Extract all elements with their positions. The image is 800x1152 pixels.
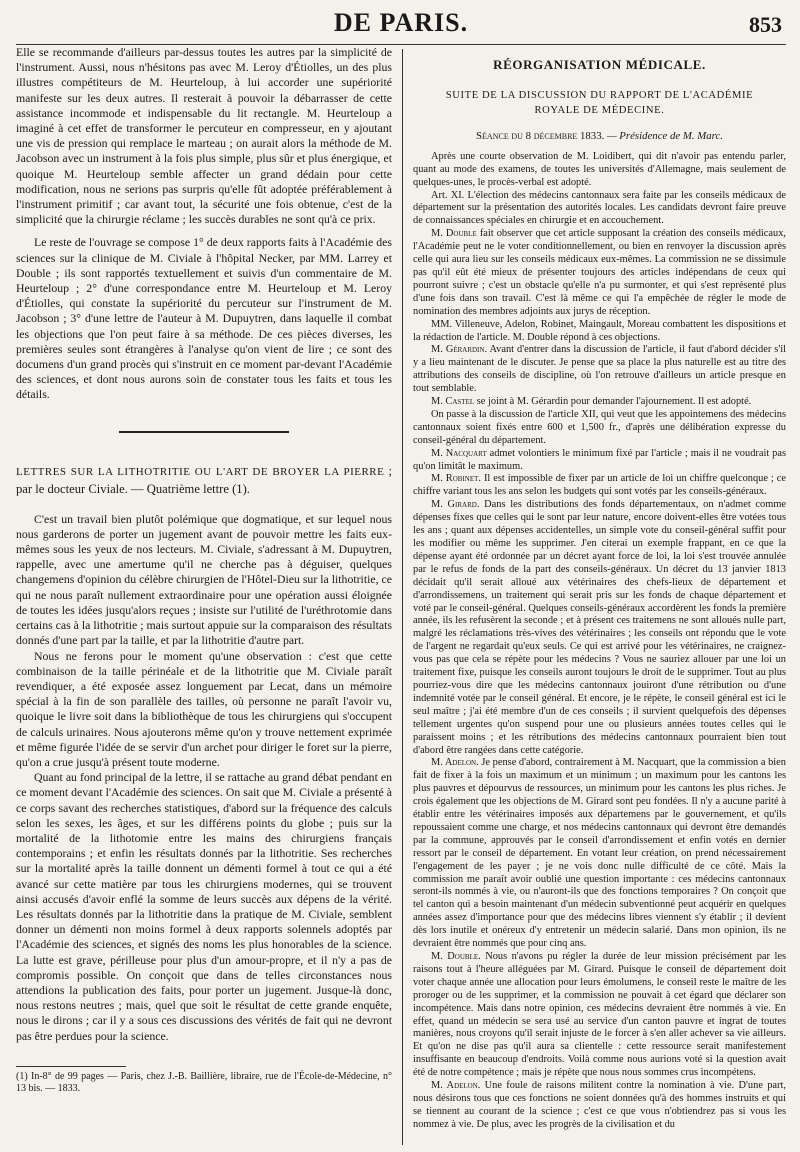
section-subtitle-line-2: ROYALE DE MÉDECINE.	[534, 104, 665, 116]
paragraph-text: Après une courte observation de M. Loidibert, qui dit n'avoir pas entendu parler, quant au mode des examens, de toutes les universités d'Allemagne, mais seulement de quelques-unes, le procès-verbal est adopté.	[413, 150, 786, 188]
right-paragraph	[413, 228, 786, 318]
paragraph-text: MM. Villeneuve, Adelon, Robinet, Maingault, Moreau combattent les dispositions et la rédaction de l'article. M. Double répond à ces objections.	[413, 318, 786, 343]
paragraph-text: se joint à M. Gérardin pour demander l'ajournement. Il est adopté.	[474, 396, 752, 408]
session-date: Séance du 8 décembre 1833.	[476, 129, 605, 142]
left-paragraph-2: Le reste de l'ouvrage se compose 1° de deux rapports faits à l'Académie des sciences sur la clinique de M. Civiale à l'hôpital Necker, par MM. Larrey et Double ; ils sont rapportés textuellement et suivis d'un commentaire de M. Heurteloup ; 2° d'une correspondance entre M. Heurteloup et M. Leroy d'Étiolles, qui constate la supériorité du percuteur sur l'instrument de M. Jacobson ; 3° d'une lettre de l'auteur à M. Dupuytren, dans laquelle il combat les objections que l'on peut faire à sa méthode. De ces pièces diverses, les premières seules sont étrangères à l'analyse qu'on vient de lire ; ce sont des documens d'un grand procès qui s'instruit en ce moment par-devant l'Académie des sciences, et dont nous aurons soin de constater tous les faits et tous les détails.	[16, 235, 392, 402]
article-paragraph-3: Quant au fond principal de la lettre, il se rattache au grand débat pendant en ce moment devant l'Académie des sciences. On sait que M. Civiale a présenté à ce corps savant des recherches statistiques, d'abord sur la fréquence des calculs selon les sexes, les âges, et sur les différens points du globe ; puis sur la mortalité de la lithotomie entre les mains des chirurgiens français contemporains ; et enfin les résultats donnés par la lithotritie. Ses recherches sur la mortalité après la taille donnent un démenti formel à tout ce qui a été avancé sur cette matière par tous les chirurgiens modernes, qui se trouvent ainsi accusés d'avoir enflé la somme de leurs succès aux dépens de la vérité. Les résultats donnés par la lithotritie dans la pratique de M. Civiale, semblent donner un démenti non moins formel à deux rapports solennels adoptés par l'Académie des sciences, et signés des noms les plus honorables de la science. La lutte est grave, périlleuse pour plus d'un amour-propre, et il n'y a pas de compromis possible. On conçoit que dans de telles circonstances nous attendions la publication des faits, pour porter un jugement. Jusque-là donc, nous restons neutres ; mais, quel que soit le résultat de cette grande enquête, nous le dirons ; car il y a sous ces discussions des vérités de fait qui ne devront pas être perdues pour la science.	[16, 770, 392, 1043]
paragraph-text: . Nous n'avons pu régler la durée de leur mission précisément par les raisons tout à l'heure alléguées par M. Girard. Puisque le conseil de département doit voter chaque année une allocation pour leurs émolumens, le conseil reste le maître de les proroger ou de les supprimer, et la commission ne pouvait à cet égard que déclarer son incompétence. Mais dans notre opinion, ces médecins devraient être nommés à vie. En effet, quand un médecin se sera usé au service d'un canton pauvre et ingrat de toutes manières, nous croyons qu'il serait injuste de le forcer à s'en aller achever sa vie ailleurs. Et qu'on ne dise pas qu'il aura sa clientelle : cette ressource serait manifestement insuffisante en beaucoup d'endroits. Voilà comme nous aurions voté si la question avait été de notre compétence ; mais je répète que nous nous sommes crus incompétens.	[413, 951, 786, 1079]
left-paragraph-1: Elle se recommande d'ailleurs par-dessus toutes les autres par la simplicité de l'instrument. Aussi, nous n'hésitons pas avec M. Leroy d'Étiolles, un des plus illustres compétiteurs de M. Heurteloup, à lui accorder une supériorité manifeste sur les deux autres. Il resterait à pouvoir la débarrasser de cette assistance incommode et indispensable du lit rectangle. M. Heurteloup a imaginé à cet effet de transformer le percuteur en compresseur, en y ajoutant une vis de pression qui remplace le marteau ; on aurait alors la méthode de M. Jacobson avec un instrument à la fois plus simple, plus sûr et plus énergique, et quoique M. Heurteloup semble affecter un grand dédain pour cette modification, nous ne serions pas surpris qu'elle fût adoptée préférablement à l'instrument primitif ; car avant tout, la sécurité une fois obtenue, c'est de la simplicité que la chirurgie réclame ; les succès durables ne sont qu'à ce prix.	[16, 45, 392, 227]
paragraph-text: On passe à la discussion de l'article XII, qui veut que les appointemens des médecins cantonnaux soient fixés entre 600 et 1,500 fr., d'après une délibération expresse du conseil-général du département.	[413, 408, 786, 446]
right-paragraph	[413, 319, 786, 345]
section-subtitle-line-1: SUITE DE LA DISCUSSION DU RAPPORT DE L'ACADÉMIE	[445, 89, 754, 101]
paragraph-text: . Avant d'entrer dans la discussion de l'article, il faut d'abord décider s'il y a lieu maintenant de le discuter. Je pense que sa place la plus naturelle est au titre des attributions des conseils de discipline, où l'on retrouve d'ailleurs un article presque en tout semblable.	[413, 344, 786, 395]
left-column	[16, 45, 402, 1145]
page-number: 853	[749, 12, 782, 37]
page-header	[16, 0, 786, 45]
speaker-name: M. Adelon	[431, 757, 477, 769]
speaker-name: M. Nacquart	[431, 447, 487, 459]
section-divider	[119, 431, 289, 433]
right-paragraph	[413, 190, 786, 229]
right-paragraph	[413, 1080, 786, 1132]
section-title: RÉORGANISATION MÉDICALE.	[493, 57, 706, 72]
paragraph-text: admet volontiers le minimum fixé par l'article ; mais il ne voudrait pas qu'on limitât le maximum.	[413, 447, 786, 472]
article-heading-caps: LETTRES SUR LA LITHOTRITIE OU L'ART DE BROYER LA PIERRE	[16, 465, 385, 478]
right-paragraph	[413, 757, 786, 951]
right-paragraph	[413, 473, 786, 499]
speaker-name: M. Girard	[431, 499, 477, 511]
speaker-name: M. Adelon	[431, 1080, 478, 1092]
right-column	[403, 45, 786, 1145]
section-subtitle	[413, 88, 786, 118]
speaker-name: M. Castel	[431, 396, 475, 408]
paragraph-text: . Je pense d'abord, contrairement à M. Nacquart, que la commission a bien fait de fixer à la fois un maximum et un minimum ; un maximum pour les cantons les plus pauvres et dépourvus de ressources, un minimum pour les cantons les plus riches. Je crois également que les objections de M. Girard sont peu fondées. Il n'y a aucune parité à établir entre les vétérinaires imposés aux départemens par le gouvernement, et qu'ils repoussaient comme une charge, et nos médecins cantonnaux qui devront être demandés par la commune, approuvés par le conseil d'arrondissement et enfin votés en dernier ressort par le conseil de département. En votant leur création, on prend nécessairement l'engagement de les payer ; je ne vois donc nulle difficulté de ce côté. Mais la commission me paraît avoir oublié une question importante : ces médecins cantonnaux seront-ils nommés à vie, ou n'auront-ils que des fonctions temporaires ? On conçoit que tel canton qui a besoin maintenant d'un médecin subventionné peut acquérir en quelques années assez d'importance pour que des médecins libres viennent s'y établir ; il devient dès lors inutile et onéreux d'y entretenir un médecin salarié. Dans mon opinion, ils ne devraient être nommés que pour cinq ans.	[413, 757, 786, 950]
paragraph-text: fait observer que cet article supposant la création des conseils médicaux, l'Académie peut ne le voter conditionnellement, ou bien en renvoyer la discussion après celle qui aura lieu sur les conseils médicaux eux-mêmes. La commission ne se dissimule pas qu'il eût été mieux de présenter toujours des articles indépendans de ceux qui pourront suivre ; c'est un obstacle qu'elle n'a pu surmonter, et qui s'est représenté plus d'une fois dans son travail. C'est là même ce qui l'a empêchée de régler le mode de nomination des membres adjoints aux jurys de réception.	[413, 228, 786, 317]
article-paragraph-1: C'est un travail bien plutôt polémique que dogmatique, et sur lequel nous nous garderons de porter un jugement avant de pouvoir mettre les faits eux-mêmes sous les yeux de nos lecteurs. M. Civiale, s'adressant à M. Dupuytren, rappelle, avec une amertume qu'il ne cherche pas à déguiser, quelques changemens d'opinion du célèbre chirurgien de l'Hôtel-Dieu sur la lithotritie, ce qui ne nous paraît nullement extraordinaire pour une opération aussi éloignée de toutes les idées jusqu'alors reçues ; insiste sur l'utilité de l'uréthrotomie dans certains cas à la lithotritie ; mais surtout appuie sur la comparaison des résultats donnés d'une part par la taille, et par la lithotritie d'autre part.	[16, 511, 392, 648]
columns	[16, 45, 786, 1145]
article-heading	[16, 463, 392, 498]
right-paragraph	[413, 499, 786, 757]
right-paragraph	[413, 951, 786, 1080]
session-line	[413, 130, 786, 143]
right-paragraph	[413, 151, 786, 190]
speaker-name: M. Double	[431, 951, 479, 962]
running-title: DE PARIS.	[333, 8, 469, 37]
speaker-name: M. Robinet	[431, 473, 479, 485]
article-paragraph-2: Nous ne ferons pour le moment qu'une observation : c'est que cette combinaison de la taille périnéale et de la lithotritie que M. Civiale paraît revendiquer, a été exposée assez longuement par Lecat, dans un mémoire spécial à la fin de son parallèle des tailles, où personne ne paraît l'avoir vu, quoique le livre soit dans la bibliothèque de tous les chirurgiens qui s'occupent de calculs urinaires. Nous ajouterons même qu'on y trouve nettement exprimée et même figurée l'idée de se servir d'un archet pour diriger le foret sur la pierre, qu'on a crue jusqu'à présent toute moderne.	[16, 648, 392, 769]
right-paragraphs	[413, 151, 786, 1132]
right-paragraph	[413, 396, 786, 409]
article-heading-rest: ; par le docteur Civiale. — Quatrième lettre (1).	[16, 463, 392, 496]
paragraph-text: . Une foule de raisons militent contre la nomination à vie. D'une part, nous désirons tous que ces fonctions ne soient données qu'à des hommes instruits et qui se tiennent au courant de la science ; c'est ce que vous n'obtiendrez pas si vous les nommez à vie. De plus, avec les progrès de la civilisation et du	[413, 1080, 786, 1130]
paragraph-text: . Dans les distributions des fonds départementaux, on n'admet comme dépenses fixes que celles qui le sont par leur nature, encore doivent-elles être votées tous les ans ; quant aux dépenses accidentelles, un simple vote du conseil-général suffit pour les modifier ou même les supprimer. J'en citerai un exemple frappant, en ce que la dépense ayant été ordonnée par un décret ayant force de loi, la loi s'est trouvée annulée par le refus de fonds de la part des conseils-généraux. Un décret du 13 janvier 1813 décidait qu'il serait alloué aux vétérinaires des chefs-lieux de département et d'arrondissemens, un traitement qui serait pris sur les fonds de chaque département et voté par le conseil-général. Quelques conseils-généraux accordèrent les fonds la première année, ils les refusèrent la seconde ; et à présent ces traitemens ne sont alloués nulle part, malgré les réclamations très-vives des vétérinaires ; les conseils ont répondu que le vote de l'argent ne regardait qu'eux seuls. Ce qui est arrivé pour les vétérinaires, ne craignez-vous pas que cela se répète pour les médecins ? Vous ne sauriez allouer par une loi un traitement fixe, puisque les conseils auront toujours le droit de le supprimer. Tout au plus pourriez-vous dire que les médecins cantonnaux jouiront d'une rétribution ou d'une indemnité votée par le conseil général. Et encore, je le répète, le conseil général est ici le seul maître ; j'ai été membre d'un de ces conseils ; il survient quelquefois des dépenses tellement urgentes qu'on suspend pour une ou plusieurs années toutes celles qui le paraissent moins ; et les rétributions des médecins cantonnaux pourraient bien tout d'abord être rangées dans cette catégorie.	[413, 499, 786, 756]
speaker-name: M. Gérardin	[431, 344, 485, 356]
paragraph-text: . Il est impossible de fixer par un article de loi un chiffre quelconque ; ce chiffre variant tous les ans selon les budgets qui sont votés par les conseils-généraux.	[413, 473, 786, 498]
session-president: — Présidence de M. Marc.	[604, 129, 723, 142]
footnote-rule	[16, 1066, 126, 1067]
speaker-name: M. Double	[431, 228, 477, 240]
right-paragraph	[413, 448, 786, 474]
right-paragraph	[413, 409, 786, 448]
right-paragraph	[413, 344, 786, 396]
paragraph-text: Art. XI. L'élection des médecins cantonnaux sera faite par les conseils médicaux de département sur la présentation des autorités locales. Les candidats devront faire preuve de connaissances spéciales en chirurgie et en accouchement.	[413, 189, 786, 227]
footnote: (1) In-8° de 99 pages — Paris, chez J.-B. Baillière, libraire, rue de l'École-de-Médecine, n° 13 bis. — 1833.	[16, 1070, 392, 1094]
